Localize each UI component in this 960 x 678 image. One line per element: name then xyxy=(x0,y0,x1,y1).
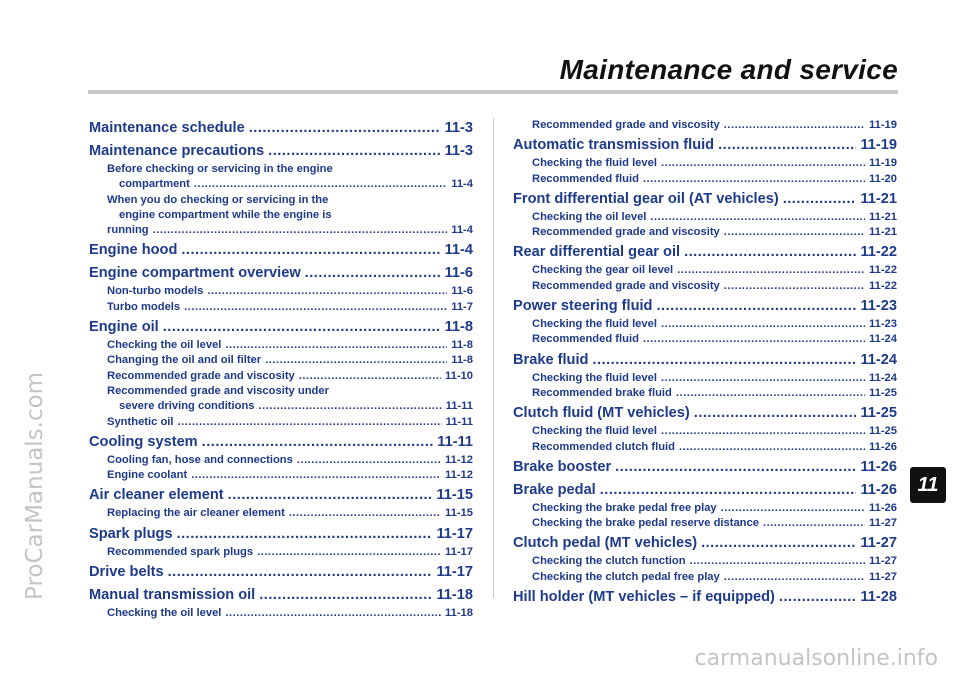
toc-entry-title: Checking the clutch pedal free play xyxy=(532,570,720,583)
toc-page-number: 11-12 xyxy=(445,469,473,482)
toc-entry-title: Brake pedal xyxy=(513,481,596,498)
toc-page-number: 11-12 xyxy=(445,453,473,466)
toc-entry-title: Air cleaner element xyxy=(89,487,224,504)
toc-leader-dots xyxy=(656,296,856,317)
toc-subentry[interactable] xyxy=(513,424,897,439)
toc-leader-dots xyxy=(661,424,865,439)
toc-page-number: 11-8 xyxy=(444,319,473,336)
header-divider xyxy=(88,90,898,94)
toc-entry-title: Recommended spark plugs xyxy=(107,545,254,558)
toc-subentry[interactable] xyxy=(89,384,473,399)
toc-subentry-continuation[interactable] xyxy=(89,177,473,192)
toc-page-number: 11-22 xyxy=(860,244,897,261)
toc-page-number: 11-17 xyxy=(445,545,473,558)
toc-subentry[interactable] xyxy=(89,338,473,353)
toc-page-number: 11-23 xyxy=(860,298,897,315)
toc-entry-title: Recommended grade and viscosity xyxy=(532,119,720,131)
toc-leader-dots xyxy=(724,118,865,133)
toc-section-entry[interactable] xyxy=(89,432,473,453)
toc-page-number: 11-4 xyxy=(451,178,473,191)
toc-entry-title: Recommended grade and viscosity xyxy=(532,226,720,239)
toc-page-number: 11-18 xyxy=(436,587,473,604)
toc-page-number: 11-17 xyxy=(436,525,473,542)
toc-page-number: 11-26 xyxy=(869,501,897,514)
toc-entry-title: Clutch pedal (MT vehicles) xyxy=(513,535,698,552)
toc-section-entry[interactable] xyxy=(89,141,473,162)
toc-entry-title: Drive belts xyxy=(89,564,164,581)
toc-leader-dots xyxy=(783,189,857,210)
toc-leader-dots xyxy=(268,141,440,162)
toc-subentry[interactable] xyxy=(89,300,473,315)
toc-page-number: 11-4 xyxy=(451,224,473,237)
toc-section-entry[interactable] xyxy=(513,533,897,554)
toc-entry-title: Recommended grade and viscosity xyxy=(532,279,720,292)
toc-page-number: 11-26 xyxy=(860,458,897,475)
toc-subentry[interactable] xyxy=(89,284,473,299)
toc-entry-title: Engine coolant xyxy=(107,469,188,482)
toc-leader-dots xyxy=(228,485,433,506)
toc-entry-title: Brake fluid xyxy=(513,351,589,368)
toc-entry-title: Hill holder (MT vehicles – if equipped) xyxy=(513,589,775,606)
toc-page-number: 11-27 xyxy=(869,570,897,583)
toc-subentry-continuation[interactable] xyxy=(89,223,473,238)
toc-subentry[interactable] xyxy=(89,606,473,621)
toc-entry-title: Clutch fluid (MT vehicles) xyxy=(513,405,690,422)
toc-subentry[interactable] xyxy=(89,369,473,384)
toc-page-number: 11-27 xyxy=(860,535,897,552)
toc-section-entry[interactable] xyxy=(513,296,897,317)
toc-leader-dots xyxy=(289,506,441,521)
toc-leader-dots xyxy=(191,468,441,483)
toc-page-number: 11-7 xyxy=(451,300,473,313)
toc-leader-dots xyxy=(684,242,856,263)
toc-page-number: 11-19 xyxy=(869,119,897,131)
toc-entry-title: Checking the oil level xyxy=(107,339,222,352)
toc-page-number: 11-10 xyxy=(445,369,473,382)
toc-page-number: 11-25 xyxy=(869,425,897,438)
toc-left-column xyxy=(89,118,473,621)
toc-page-number: 11-21 xyxy=(869,210,897,223)
toc-section-entry[interactable] xyxy=(89,317,473,338)
toc-subentry[interactable] xyxy=(513,225,897,240)
toc-entry-title: Manual transmission oil xyxy=(89,587,256,604)
toc-subentry[interactable] xyxy=(513,156,897,171)
toc-page-number: 11-3 xyxy=(444,120,473,136)
toc-subentry[interactable] xyxy=(89,162,473,177)
toc-page-number: 11-20 xyxy=(869,172,897,185)
toc-section-entry[interactable] xyxy=(513,403,897,424)
toc-entry-title: When you do checking or servicing in the xyxy=(107,193,329,206)
toc-entry-title: Front differential gear oil (AT vehicles) xyxy=(513,190,779,207)
toc-page-number: 11-24 xyxy=(869,333,897,346)
toc-entry-title: Recommended fluid xyxy=(532,172,639,185)
toc-page-number: 11-26 xyxy=(869,440,897,453)
toc-leader-dots xyxy=(779,587,857,608)
toc-subentry[interactable] xyxy=(89,193,473,208)
toc-leader-dots xyxy=(163,317,441,338)
toc-section-entry[interactable] xyxy=(89,562,473,583)
toc-page-number: 11-15 xyxy=(445,507,473,520)
toc-section-entry[interactable] xyxy=(89,263,473,284)
toc-leader-dots xyxy=(694,403,857,424)
toc-entry-title: Brake booster xyxy=(513,458,612,475)
toc-page-number: 11-11 xyxy=(445,400,473,413)
toc-page-number: 11-8 xyxy=(451,339,473,352)
toc-subentry[interactable] xyxy=(513,118,897,133)
toc-subentry-continuation[interactable] xyxy=(89,208,473,223)
toc-leader-dots xyxy=(225,338,447,353)
toc-page-number: 11-27 xyxy=(869,517,897,530)
toc-subentry[interactable] xyxy=(89,468,473,483)
toc-leader-dots xyxy=(305,263,441,284)
toc-subentry[interactable] xyxy=(513,570,897,585)
toc-entry-title: Checking the oil level xyxy=(107,607,222,620)
toc-leader-dots xyxy=(701,533,856,554)
toc-entry-title: running xyxy=(107,224,149,237)
toc-leader-dots xyxy=(225,606,441,621)
toc-section-entry[interactable] xyxy=(513,587,897,608)
toc-subentry[interactable] xyxy=(513,210,897,225)
toc-leader-dots xyxy=(202,432,434,453)
toc-leader-dots xyxy=(249,118,441,139)
toc-entry-title: Engine oil xyxy=(89,319,159,336)
toc-entry-title: Non-turbo models xyxy=(107,285,204,298)
toc-entry-title: Maintenance schedule xyxy=(89,120,245,136)
toc-leader-dots xyxy=(643,332,865,347)
toc-section-entry[interactable] xyxy=(513,457,897,478)
toc-section-entry[interactable] xyxy=(513,189,897,210)
toc-leader-dots xyxy=(297,453,441,468)
toc-subentry[interactable] xyxy=(513,501,897,516)
toc-right-column xyxy=(513,118,897,608)
toc-page-number: 11-24 xyxy=(869,371,897,384)
toc-page-number: 11-24 xyxy=(860,351,897,368)
toc-entry-title: Checking the clutch function xyxy=(532,555,686,568)
toc-page-number: 11-18 xyxy=(445,607,473,620)
toc-page-number: 11-21 xyxy=(869,226,897,239)
toc-entry-title: Replacing the air cleaner element xyxy=(107,507,285,520)
toc-entry-title: Checking the brake pedal reserve distance xyxy=(532,517,759,530)
toc-leader-dots xyxy=(168,562,433,583)
toc-leader-dots xyxy=(257,545,441,560)
toc-leader-dots xyxy=(724,225,865,240)
toc-leader-dots xyxy=(661,156,865,171)
toc-leader-dots xyxy=(679,440,865,455)
toc-page-number: 11-11 xyxy=(437,433,473,450)
toc-subentry[interactable] xyxy=(513,554,897,569)
toc-page-number: 11-6 xyxy=(444,265,473,282)
toc-leader-dots xyxy=(724,570,865,585)
toc-leader-dots xyxy=(259,399,442,414)
toc-section-entry[interactable] xyxy=(89,240,473,261)
toc-page-number: 11-17 xyxy=(436,564,473,581)
toc-section-entry[interactable] xyxy=(513,480,897,501)
toc-section-entry[interactable] xyxy=(89,524,473,545)
toc-entry-title: Recommended fluid xyxy=(532,333,639,346)
toc-subentry[interactable] xyxy=(89,453,473,468)
toc-entry-title: Checking the fluid level xyxy=(532,157,657,170)
toc-entry-title: Checking the fluid level xyxy=(532,371,657,384)
toc-leader-dots xyxy=(650,210,865,225)
toc-subentry[interactable] xyxy=(513,332,897,347)
toc-leader-dots xyxy=(718,135,856,156)
toc-entry-title: severe driving conditions xyxy=(119,400,255,413)
toc-subentry[interactable] xyxy=(89,506,473,521)
toc-subentry[interactable] xyxy=(513,317,897,332)
toc-entry-title: Checking the oil level xyxy=(532,210,647,223)
toc-leader-dots xyxy=(661,317,865,332)
toc-subentry[interactable] xyxy=(513,172,897,187)
toc-leader-dots xyxy=(184,300,447,315)
toc-entry-title: engine compartment while the engine is xyxy=(119,208,332,221)
toc-leader-dots xyxy=(153,223,448,238)
toc-leader-dots xyxy=(194,177,447,192)
toc-leader-dots xyxy=(690,554,865,569)
toc-leader-dots xyxy=(177,524,433,545)
toc-entry-title: Cooling system xyxy=(89,433,198,450)
toc-page-number: 11-26 xyxy=(860,481,897,498)
toc-section-entry[interactable] xyxy=(513,135,897,156)
toc-subentry[interactable] xyxy=(513,386,897,401)
side-watermark: ProCarManuals.com xyxy=(22,371,48,600)
toc-leader-dots xyxy=(299,369,441,384)
toc-entry-title: Recommended grade and viscosity xyxy=(107,369,295,382)
toc-page-number: 11-22 xyxy=(869,264,897,277)
toc-entry-title: Checking the gear oil level xyxy=(532,264,674,277)
toc-leader-dots xyxy=(265,353,447,368)
toc-page-number: 11-19 xyxy=(869,157,897,170)
toc-entry-title: Engine hood xyxy=(89,242,178,259)
toc-page-number: 11-19 xyxy=(860,137,897,154)
chapter-tab-number: 11 xyxy=(917,473,939,496)
toc-entry-title: Engine compartment overview xyxy=(89,265,301,282)
toc-subentry[interactable] xyxy=(513,371,897,386)
toc-subentry[interactable] xyxy=(89,545,473,560)
toc-entry-title: Recommended clutch fluid xyxy=(532,440,675,453)
toc-leader-dots xyxy=(592,350,856,371)
toc-entry-title: Recommended grade and viscosity under xyxy=(107,384,329,397)
toc-page-number: 11-15 xyxy=(436,487,473,504)
toc-section-entry[interactable] xyxy=(89,485,473,506)
toc-leader-dots xyxy=(600,480,857,501)
toc-leader-dots xyxy=(615,457,856,478)
chapter-tab[interactable] xyxy=(910,467,946,503)
toc-entry-title: Power steering fluid xyxy=(513,298,653,315)
toc-section-entry[interactable] xyxy=(89,118,473,139)
toc-leader-dots xyxy=(259,585,432,606)
toc-page-number: 11-22 xyxy=(869,279,897,292)
toc-page-number: 11-6 xyxy=(451,285,473,298)
toc-leader-dots xyxy=(763,516,865,531)
toc-entry-title: Recommended brake fluid xyxy=(532,386,672,399)
footer-watermark: carmanualsonline.info xyxy=(694,646,938,671)
toc-entry-title: Checking the fluid level xyxy=(532,425,657,438)
toc-subentry[interactable] xyxy=(89,415,473,430)
toc-page-number: 11-8 xyxy=(451,354,473,367)
toc-subentry[interactable] xyxy=(513,440,897,455)
toc-leader-dots xyxy=(643,172,865,187)
toc-subentry[interactable] xyxy=(89,353,473,368)
toc-leader-dots xyxy=(178,415,442,430)
toc-page-number: 11-11 xyxy=(445,415,473,428)
toc-entry-title: Rear differential gear oil xyxy=(513,244,681,261)
toc-page-number: 11-21 xyxy=(860,190,897,207)
toc-entry-title: Synthetic oil xyxy=(107,415,174,428)
toc-entry-title: Turbo models xyxy=(107,300,181,313)
toc-section-entry[interactable] xyxy=(513,242,897,263)
toc-entry-title: Checking the fluid level xyxy=(532,318,657,331)
toc-page-number: 11-28 xyxy=(860,589,897,606)
toc-leader-dots xyxy=(661,371,865,386)
toc-entry-title: Before checking or servicing in the engine xyxy=(107,163,333,175)
toc-page-number: 11-23 xyxy=(869,318,897,331)
toc-entry-title: compartment xyxy=(119,178,190,191)
toc-leader-dots xyxy=(676,386,865,401)
toc-page-number: 11-25 xyxy=(860,405,897,422)
toc-entry-title: Changing the oil and oil filter xyxy=(107,354,262,367)
toc-subentry[interactable] xyxy=(513,263,897,278)
toc-leader-dots xyxy=(677,263,865,278)
toc-entry-title: Cooling fan, hose and connections xyxy=(107,453,293,466)
toc-entry-title: Automatic transmission fluid xyxy=(513,137,715,154)
toc-page-number: 11-4 xyxy=(444,242,473,259)
toc-subentry-continuation[interactable] xyxy=(89,399,473,414)
column-divider xyxy=(493,118,494,598)
toc-entry-title: Checking the brake pedal free play xyxy=(532,501,717,514)
toc-page-number: 11-25 xyxy=(869,386,897,399)
toc-leader-dots xyxy=(724,279,865,294)
toc-leader-dots xyxy=(181,240,440,261)
toc-leader-dots xyxy=(207,284,447,299)
toc-page-number: 11-3 xyxy=(444,143,473,159)
toc-section-entry[interactable] xyxy=(89,585,473,606)
page-title: Maintenance and service xyxy=(559,54,898,85)
toc-section-entry[interactable] xyxy=(513,350,897,371)
toc-entry-title: Maintenance precautions xyxy=(89,143,265,159)
toc-subentry[interactable] xyxy=(513,516,897,531)
toc-subentry[interactable] xyxy=(513,279,897,294)
toc-page-number: 11-27 xyxy=(869,555,897,568)
toc-leader-dots xyxy=(721,501,865,516)
toc-entry-title: Spark plugs xyxy=(89,525,173,542)
